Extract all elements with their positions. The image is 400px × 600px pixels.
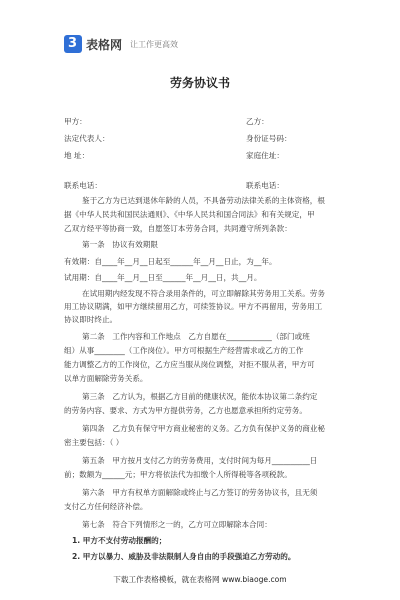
article-text: 第二条 工作内容和工作地点 乙方自愿在____________（部门或班: [82, 332, 310, 341]
preamble-line: 据《中华人民共和国民法通则》、《中华人民共和国合同法》和有关规定，甲: [64, 210, 315, 219]
footer-text: 下载工作表格模板，就在表格网 www.biaoge.com: [113, 575, 287, 584]
brand-name: 表格网: [86, 38, 123, 52]
list-item: 2. 甲方以暴力、威胁及非法限制人身自由的手段强迫乙方劳动的。: [72, 552, 296, 561]
preamble-line: 鉴于乙方为已达到退休年龄的人员，不具备劳动法律关系的主体资格，根: [82, 196, 325, 205]
party-a-label: 甲方：: [64, 117, 87, 126]
phone-a-label: 联系电话：: [64, 181, 102, 190]
article-text: 第三条 乙方认为，根据乙方目前的健康状况，能依本协议第二条约定: [82, 392, 318, 401]
article-text: 第六条 甲方有权单方面解除或终止与乙方签订的劳务协议书，且无须: [82, 488, 318, 497]
article-text: 支付乙方任何经济补偿。: [64, 502, 148, 511]
document-title: 劳务协议书: [169, 76, 230, 90]
party-b-label: 乙方：: [246, 117, 269, 126]
article-text: 第七条 符合下列情形之一的，乙方可立即解除本合同：: [82, 520, 272, 529]
list-item: 1. 甲方不支付劳动报酬的；: [72, 536, 167, 545]
id-number-label: 身份证号码：: [246, 134, 292, 143]
article-text: 在试用期内经发现不符合录用条件的，可立即解除其劳务用工关系。劳务: [82, 289, 325, 298]
preamble-line: 乙双方经平等协商一致，自愿签订本劳务合同，共同遵守所列条款：: [64, 224, 292, 233]
article-text: 第四条 乙方负有保守甲方商业秘密的义务。乙方负有保护义务的商业秘: [82, 424, 325, 433]
article-text: 第五条 甲方按月支付乙方的劳务费用，支付时间为每月__________日: [82, 456, 318, 465]
article-text: 前；数额为______元；甲方将依法代为扣缴个人所得税等各项税款。: [64, 470, 292, 479]
address-b-label: 家庭住址：: [246, 151, 284, 160]
brand-slogan: 让工作更高效: [130, 40, 178, 49]
trial-period-line: 试用期：自____年__月__日至______年__月__日，共__月。: [64, 273, 262, 282]
address-a-label: 地 址：: [64, 151, 90, 160]
valid-period-line: 有效期：自____年__月__日起至______年__月__日止，为__年。: [64, 257, 277, 266]
article-text: 以单方面解除劳务关系。: [64, 374, 148, 383]
article-heading: 第一条 协议有效期限: [82, 240, 158, 249]
legal-rep-label: 法定代表人：: [64, 134, 110, 143]
article-text: 协议即时终止。: [64, 315, 118, 324]
phone-b-label: 联系电话：: [246, 181, 284, 190]
logo-icon: 3: [64, 35, 82, 53]
article-text: 密主要包括：（ ）: [64, 438, 124, 447]
article-text: 用工协议期满，如甲方继续留用乙方，可续签协议。甲方不再留用，劳务用工: [64, 302, 323, 311]
article-text: 能力调整乙方的工作岗位，乙方应当服从岗位调整，对拒不服从者，甲方可: [64, 360, 315, 369]
article-text: 组）从事________（工作岗位）。甲方可根据生产经营需求或乙方的工作: [64, 346, 304, 355]
article-text: 的劳务内容、要求、方式为甲方提供劳务，乙方也愿意承担所约定劳务。: [64, 406, 307, 415]
